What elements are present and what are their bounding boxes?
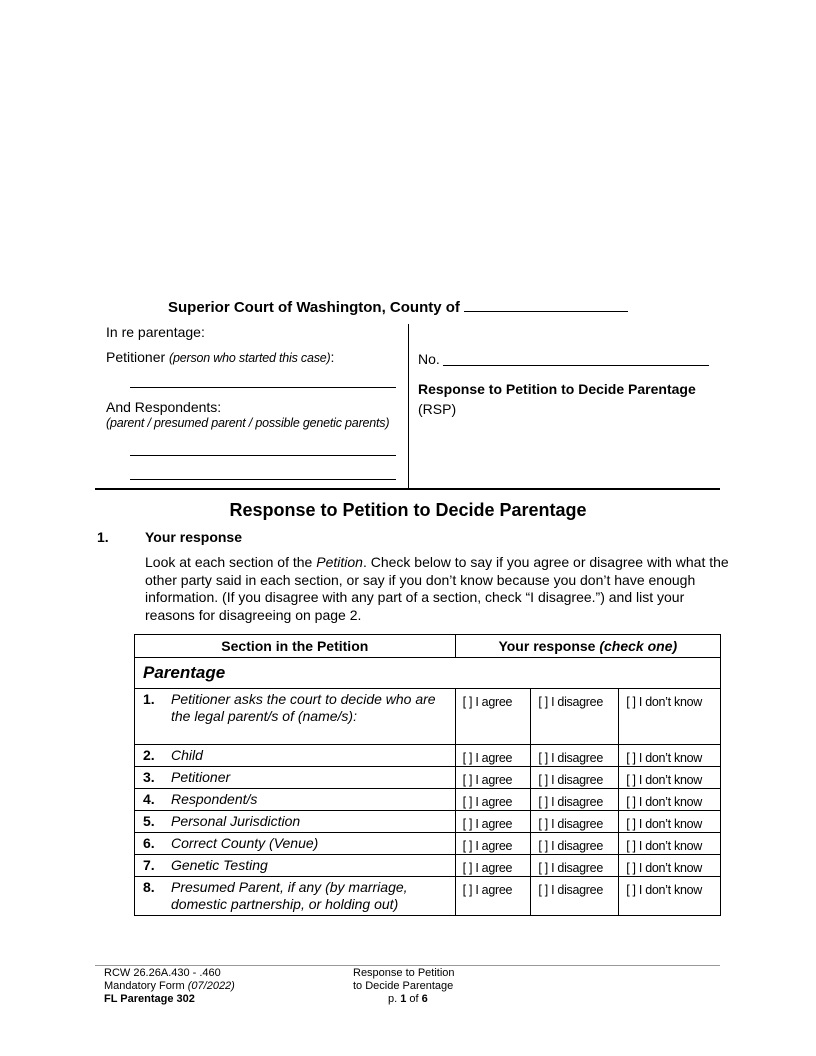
parentage-heading: Parentage (135, 658, 721, 689)
agree-checkbox[interactable]: [ ] I agree (455, 745, 531, 767)
footer-center (353, 967, 455, 1006)
agree-checkbox[interactable]: [ ] I agree (455, 789, 531, 811)
respondent-name-line-2 (130, 479, 396, 480)
footer-rule (95, 965, 720, 966)
respondents-note: (parent / presumed parent / possible genetic parents) (106, 416, 390, 430)
section-number: 1. (97, 529, 109, 545)
table-row: 4. Respondent/s (135, 789, 456, 811)
footer-mandatory: Mandatory Form (07/2022) (104, 980, 235, 992)
disagree-checkbox[interactable]: [ ] I disagree (531, 789, 619, 811)
col-header-response: Your response (check one) (455, 635, 720, 658)
response-table (134, 634, 721, 916)
respondent-name-line-1 (130, 455, 396, 456)
agree-checkbox[interactable]: [ ] I agree (455, 767, 531, 789)
respondents-label: And Respondents: (106, 399, 222, 415)
disagree-checkbox[interactable]: [ ] I disagree (531, 855, 619, 877)
footer-doc-line-1: Response to Petition (353, 967, 455, 979)
agree-checkbox[interactable]: [ ] I agree (455, 689, 531, 745)
agree-checkbox[interactable]: [ ] I agree (455, 811, 531, 833)
col-header-section: Section in the Petition (135, 635, 456, 658)
instructions: Look at each section of the Petition. Check below to say if you agree or disagree with what the other party said in each section, or say if you don’t know because you don’t have enough information. (If you disagree with any part of a section, check “I disagree.”) and list your reasons for disagreeing on page 2. (145, 554, 729, 623)
footer-left (104, 967, 235, 1006)
disagree-checkbox[interactable]: [ ] I disagree (531, 745, 619, 767)
petitioner-label: Petitioner (person who started this case): (106, 349, 335, 365)
dont-know-checkbox[interactable]: [ ] I don’t know (619, 789, 721, 811)
disagree-checkbox[interactable]: [ ] I disagree (531, 877, 619, 916)
agree-checkbox[interactable]: [ ] I agree (455, 855, 531, 877)
in-re-label: In re parentage: (106, 324, 205, 340)
disagree-checkbox[interactable]: [ ] I disagree (531, 689, 619, 745)
table-row: 3. Petitioner (135, 767, 456, 789)
county-blank-line (464, 297, 628, 312)
petitioner-name-line (130, 387, 396, 388)
case-number-line (443, 365, 709, 366)
disagree-checkbox[interactable]: [ ] I disagree (531, 767, 619, 789)
case-number-label: No. (418, 351, 440, 367)
footer-page-number: p. 1 of 6 (388, 993, 428, 1005)
agree-checkbox[interactable]: [ ] I agree (455, 833, 531, 855)
footer-form-id: FL Parentage 302 (104, 993, 195, 1005)
petitioner-note: (person who started this case) (169, 351, 331, 365)
caption-doc-title: Response to Petition to Decide Parentage (418, 381, 696, 397)
section-title: Your response (145, 529, 242, 545)
disagree-checkbox[interactable]: [ ] I disagree (531, 811, 619, 833)
dont-know-checkbox[interactable]: [ ] I don’t know (619, 811, 721, 833)
dont-know-checkbox[interactable]: [ ] I don’t know (619, 833, 721, 855)
dont-know-checkbox[interactable]: [ ] I don’t know (619, 767, 721, 789)
dont-know-checkbox[interactable]: [ ] I don’t know (619, 745, 721, 767)
table-row: 8. Presumed Parent, if any (by marriage, domestic partnership, or holding out) (135, 877, 456, 916)
caption-doc-code: (RSP) (418, 401, 457, 417)
footer-doc-line-2: to Decide Parentage (353, 980, 454, 992)
dont-know-checkbox[interactable]: [ ] I don’t know (619, 689, 721, 745)
table-row: 7. Genetic Testing (135, 855, 456, 877)
dont-know-checkbox[interactable]: [ ] I don’t know (619, 855, 721, 877)
dont-know-checkbox[interactable]: [ ] I don’t know (619, 877, 721, 916)
table-row: 5. Personal Jurisdiction (135, 811, 456, 833)
agree-checkbox[interactable]: [ ] I agree (455, 877, 531, 916)
caption-bottom-rule (95, 488, 720, 490)
table-row: 1. Petitioner asks the court to decide who are the legal parent/s of (name/s): (135, 689, 456, 745)
table-row: 2. Child (135, 745, 456, 767)
disagree-checkbox[interactable]: [ ] I disagree (531, 833, 619, 855)
footer-rcw: RCW 26.26A.430 - .460 (104, 967, 221, 979)
court-title: Superior Court of Washington, County of (168, 297, 628, 316)
caption-divider (408, 324, 409, 489)
table-row: 6. Correct County (Venue) (135, 833, 456, 855)
page-title: Response to Petition to Decide Parentage (229, 500, 587, 520)
